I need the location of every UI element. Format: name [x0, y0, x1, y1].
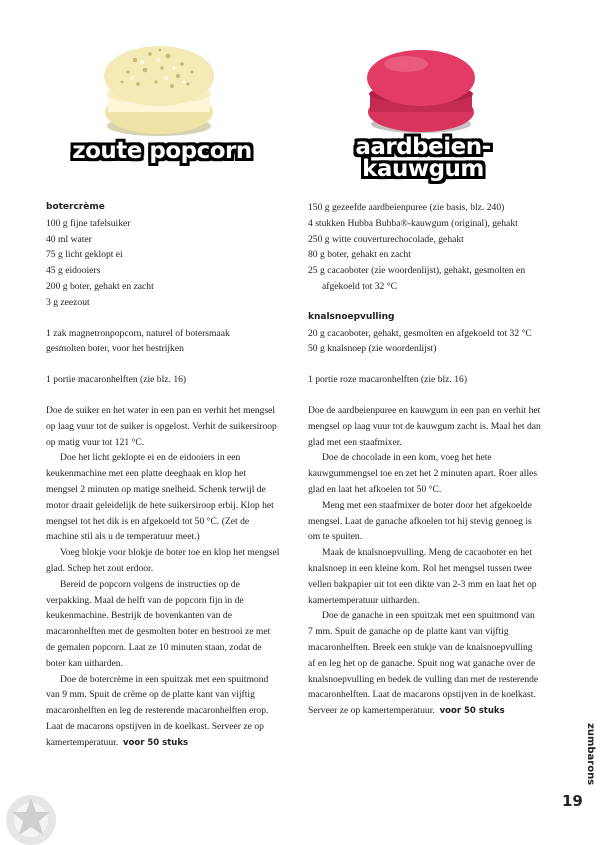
- yield-label: voor 50 stuks: [439, 706, 505, 717]
- method-paragraph: Doe de aardbeienpuree en kauwgum in een pan en verhit het mengsel op laag vuur tot de kauwgum zacht is. Maal het dan glad met een staafmixer.: [308, 404, 541, 448]
- recipe-column-left: [46, 200, 280, 752]
- ingredient: 45 g eidooiers: [46, 265, 101, 277]
- ingredient: 1 portie macaronhelften (zie blz. 16): [46, 374, 187, 386]
- recipe-title-line: aardbeien-: [355, 134, 491, 160]
- yield-label: voor 50 stuks: [122, 737, 189, 748]
- method-text: Doe de ganache in een spuitzak met een spuitmond van 7 mm. Spuit de ganache op de platte kant van vijftig macaronhelften. Breek een stukje van de knalsnoepvulling af en leg het op de ganache. Spuit nog wat ganache over de knalsnoepvulling en bedek de vulling dan met de resterende macaronhelften. Laat de macarons opstijven in de koelkast. Serveer ze op kamertemperatuur.: [308, 610, 539, 717]
- side-section-label: zumbarons: [585, 722, 596, 786]
- ingredient: 25 g cacaoboter (zie woordenlijst), gehakt, gesmolten en afgekoeld tot 32 °C: [308, 265, 526, 292]
- method-paragraph: Doe het licht geklopte ei en de eidooiers in een keukenmachine met een platte deeghaak en klop het mengsel 2 minuten op matige snelheid. Schenk terwijl de motor draait geleidelijk de hete suikersiroop erbij. Klop het mengsel tot het dik is en afgekoeld tot 50 °C. (Zet de machine stil als u de temperatuur meet.): [46, 452, 274, 543]
- strawberry-macaron-image: [364, 48, 478, 136]
- ingredient: 40 ml water: [46, 233, 92, 245]
- page-number: 19: [562, 792, 583, 810]
- method-paragraph: [308, 608, 542, 720]
- subheading: botercrème: [46, 202, 105, 212]
- ingredient: 4 stukken Hubba Bubba®-kauwgum (original), gehakt: [308, 217, 518, 229]
- ingredient: 80 g boter, gehakt en zacht: [308, 249, 411, 261]
- popcorn-macaron-image: [100, 42, 218, 140]
- ingredient: 1 zak magnetronpopcorn, naturel of botersmaak: [46, 327, 230, 339]
- ingredient: 100 g fijne tafelsuiker: [46, 217, 131, 229]
- method-paragraph: Doe de suiker en het water in een pan en verhit het mengsel op laag vuur tot de suiker is opgelost. Verhit de suikersiroop op matig vuur tot 121 °C.: [46, 404, 277, 448]
- ingredient: 250 g witte couverturechocolade, gehakt: [308, 233, 464, 245]
- recipe-column-right: [308, 200, 542, 720]
- method-paragraph: Doe de chocolade in een kom, voeg het hete kauwgummengsel toe en zet het 2 minuten apart. Roer alles glad en laat het afkoelen tot 50 °C.: [308, 452, 538, 495]
- ingredient: 50 g knalsnoep (zie woordenlijst): [308, 343, 437, 355]
- ingredient: 20 g cacaoboter, gehakt, gesmolten en afgekoeld tot 32 °C: [308, 327, 532, 339]
- method-paragraph: Meng met een staafmixer de boter door het afgekoelde mengsel. Laat de ganache afkoelen tot hij stevig genoeg is om te spuiten.: [308, 499, 532, 543]
- ingredient: 3 g zeezout: [46, 296, 90, 308]
- recipe-title-line: kauwgum: [362, 156, 484, 182]
- method-text: Doe de botercrème in een spuitzak met een spuitmond van 9 mm. Spuit de crème op de platte kant van vijftig macaronhelften en leg de resterende macaronhelften erop. Laat de macarons opstijven in de koelkast. Serveer ze op kamertemperatuur.: [46, 673, 269, 748]
- ingredient: gesmolten boter, voor het bestrijken: [46, 343, 184, 355]
- ingredient: 1 portie roze macaronhelften (zie blz. 16): [308, 374, 468, 386]
- recipe-title-strawberry: [328, 136, 518, 180]
- method-paragraph: Bereid de popcorn volgens de instructies op de verpakking. Maal de helft van de popcorn fijn in de keukenmachine. Bestrijk de bovenkanten van de macaronhelften met de gesmolten boter en bestrooi ze met de gemalen popcorn. Laat ze 10 minuten staan, zodat de boter kan uitharden.: [46, 578, 271, 669]
- method-paragraph: [46, 672, 280, 752]
- ingredient: 150 g gezeefde aardbeienpuree (zie basis, blz. 240): [308, 202, 505, 213]
- method-paragraph: Voeg blokje voor blokje de boter toe en klop het mengsel glad. Schep het zout erdoor.: [46, 547, 280, 574]
- recipe-title-popcorn: zoute popcorn: [72, 138, 252, 164]
- subheading: knalsnoepvulling: [308, 311, 395, 322]
- star-logo-icon: [0, 782, 62, 845]
- method-paragraph: Maak de knalsnoepvulling. Meng de cacaoboter en het knalsnoep in een kleine kom. Rol het mengsel tussen twee vellen bakpapier uit tot een dikte van 2-3 mm en laat het op kamertemperatuur uitharden.: [308, 547, 537, 606]
- ingredient: 200 g boter, gehakt en zacht: [46, 280, 154, 292]
- ingredient: 75 g licht geklopt ei: [46, 249, 123, 261]
